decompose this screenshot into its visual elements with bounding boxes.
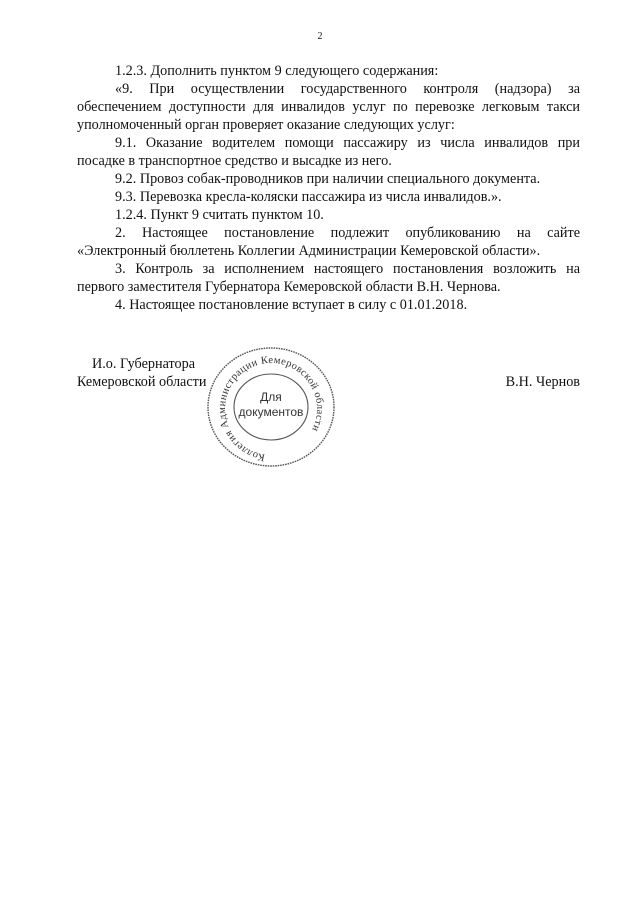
- document-body: [77, 62, 580, 314]
- paragraph-item-9: «9. При осуществлении государственного контроля (надзора) за обеспечением доступности для инвалидов услуг по перевозке легковым такси уполномоченный орган проверяет оказание следующих услуг:: [77, 81, 580, 133]
- signatory-position-line2: Кемеровской области: [77, 374, 207, 390]
- official-stamp: [203, 345, 339, 469]
- page-number: 2: [317, 31, 323, 42]
- stamp-center-line2: документов: [238, 405, 304, 419]
- stamp-center-line1: Для: [260, 390, 282, 404]
- paragraph-item-9-3: 9.3. Перевозка кресла-коляски пассажира из числа инвалидов.».: [115, 189, 502, 205]
- paragraph-item-9-2: 9.2. Провоз собак-проводников при наличии специального документа.: [115, 171, 541, 187]
- paragraph-2: 2. Настоящее постановление подлежит опубликованию на сайте «Электронный бюллетень Коллегии Администрации Кемеровской области».: [77, 225, 580, 259]
- paragraph-1-2-4: 1.2.4. Пункт 9 считать пунктом 10.: [115, 207, 324, 223]
- signatory-name: В.Н. Чернов: [505, 374, 580, 390]
- paragraph-3: 3. Контроль за исполнением настоящего постановления возложить на первого заместителя Губернатора Кемеровской области В.Н. Чернова.: [77, 261, 580, 295]
- signatory-position-line1: И.о. Губернатора: [92, 356, 195, 372]
- paragraph-4: 4. Настоящее постановление вступает в силу с 01.01.2018.: [115, 297, 468, 313]
- stamp-ring-textpath: Коллегия Администрации Кемеровской области: [216, 354, 326, 463]
- paragraph-1-2-3: 1.2.3. Дополнить пунктом 9 следующего содержания:: [115, 63, 439, 79]
- paragraph-item-9-1: 9.1. Оказание водителем помощи пассажиру из числа инвалидов при посадке в транспортное средство и высадке из него.: [77, 135, 580, 169]
